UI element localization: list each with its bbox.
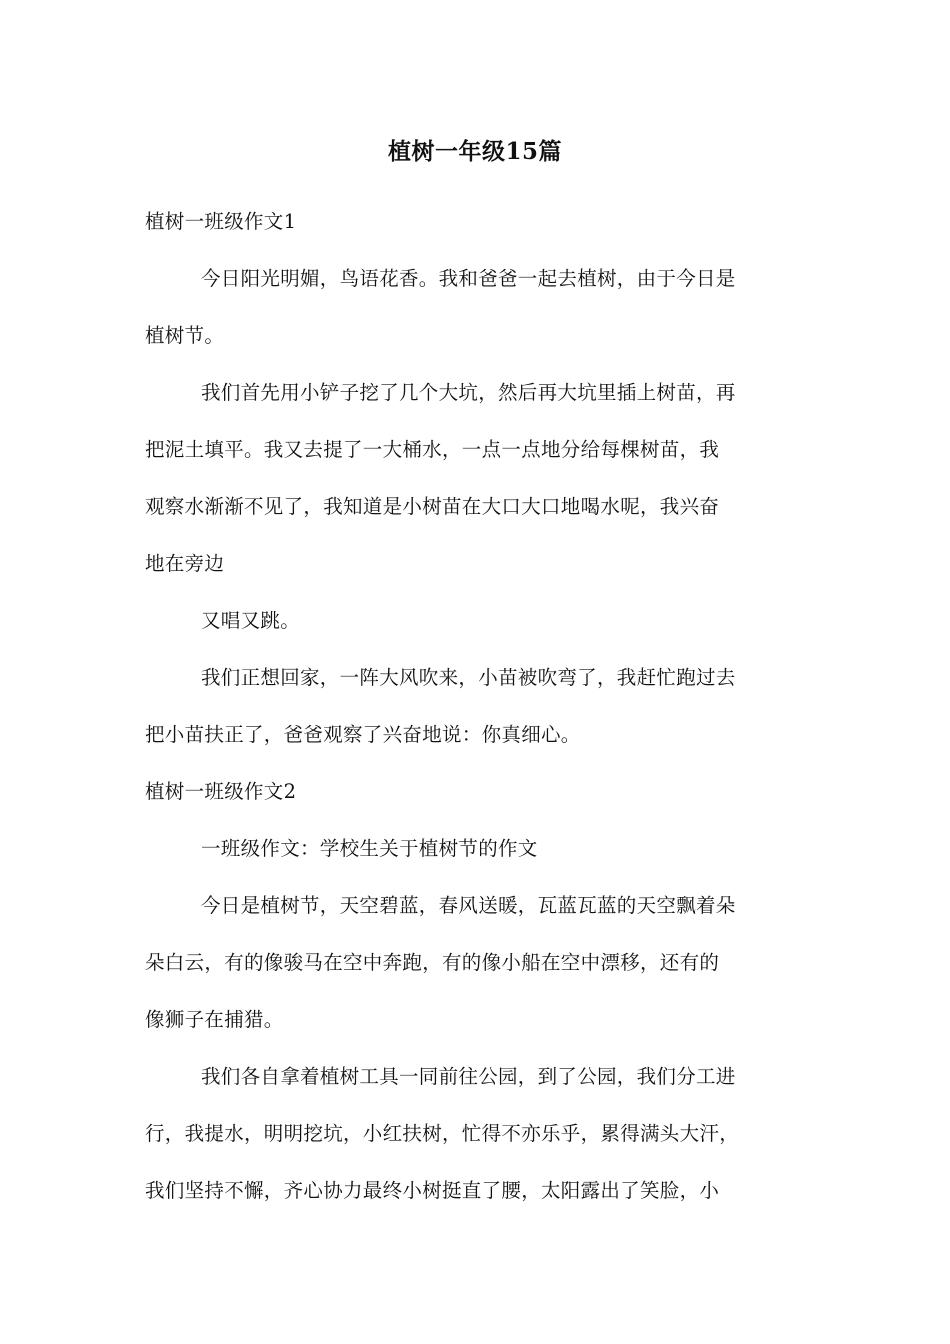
paragraph-line: 我们各自拿着植树工具一同前往公园，到了公园，我们分工进 [201, 1065, 736, 1088]
paragraph-line: 像狮子在捕猎。 [145, 1008, 284, 1031]
paragraph-line: 朵白云，有的像骏马在空中奔跑，有的像小船在空中漂移，还有的 [145, 951, 720, 974]
paragraph-line: 植树节。 [145, 324, 225, 347]
paragraph-line: 我们正想回家，一阵大风吹来，小苗被吹弯了，我赶忙跑过去 [201, 666, 736, 689]
paragraph-line: 行，我提水，明明挖坑，小红扶树，忙得不亦乐乎，累得满头大汗， [145, 1122, 740, 1145]
section-heading-1: 植树一班级作文1 [145, 210, 297, 233]
paragraph-line: 我们坚持不懈，齐心协力最终小树挺直了腰，太阳露出了笑脸，小 [145, 1179, 720, 1202]
paragraph-line: 今日阳光明媚，鸟语花香。我和爸爸一起去植树，由于今日是 [201, 267, 736, 290]
paragraph-line: 今日是植树节，天空碧蓝，春风送暖，瓦蓝瓦蓝的天空飘着朵 [201, 894, 736, 917]
paragraph-line: 一班级作文：学校生关于植树节的作文 [201, 837, 538, 860]
paragraph-line: 把泥土填平。我又去提了一大桶水，一点一点地分给每棵树苗，我 [145, 438, 720, 461]
paragraph-line: 把小苗扶正了，爸爸观察了兴奋地说：你真细心。 [145, 723, 581, 746]
paragraph-line: 地在旁边 [145, 552, 225, 575]
section-heading-2: 植树一班级作文2 [145, 780, 297, 803]
paragraph-line: 我们首先用小铲子挖了几个大坑，然后再大坑里插上树苗，再 [201, 381, 736, 404]
document-title: 植树一年级15篇 [387, 138, 562, 165]
paragraph-line: 观察水渐渐不见了，我知道是小树苗在大口大口地喝水呢，我兴奋 [145, 495, 720, 518]
paragraph-line: 又唱又跳。 [201, 609, 301, 632]
